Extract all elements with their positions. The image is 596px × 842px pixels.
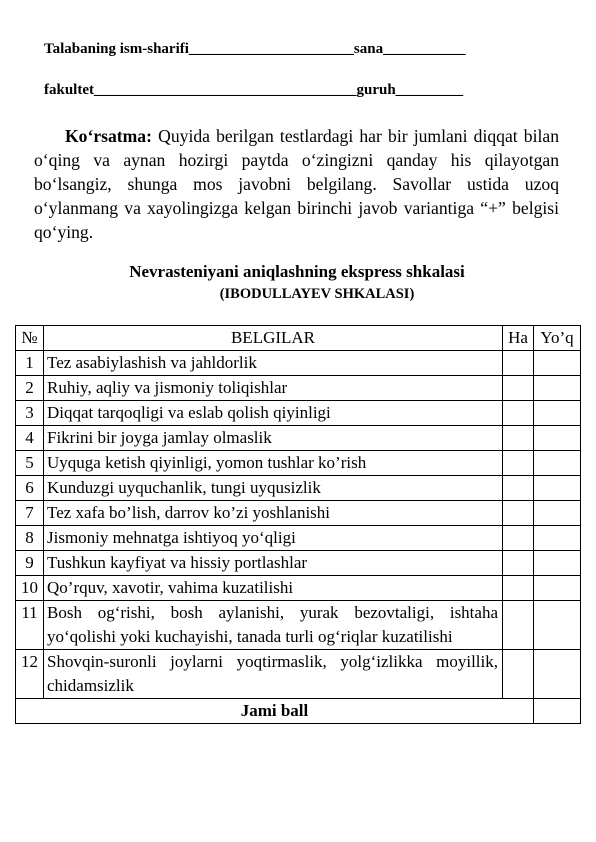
- student-name-date-line: Talabaning ism-sharifi______________________sana___________: [44, 41, 466, 57]
- row-number: 7: [16, 501, 44, 526]
- no-answer-cell[interactable]: [534, 526, 581, 551]
- no-answer-cell[interactable]: [534, 401, 581, 426]
- no-column-header: Yo’q: [534, 326, 581, 351]
- yes-answer-cell[interactable]: [503, 526, 534, 551]
- row-number: 4: [16, 426, 44, 451]
- no-answer-cell[interactable]: [534, 551, 581, 576]
- table-row: [16, 351, 581, 376]
- total-score-cell[interactable]: [534, 699, 581, 724]
- faculty-group-line: fakultet___________________________________guruh_________: [44, 82, 464, 98]
- yes-answer-cell[interactable]: [503, 601, 534, 650]
- yes-answer-cell[interactable]: [503, 351, 534, 376]
- yes-answer-cell[interactable]: [503, 451, 534, 476]
- row-number: 5: [16, 451, 44, 476]
- no-answer-cell[interactable]: [534, 376, 581, 401]
- symptom-text: Uyquga ketish qiyinligi, yomon tushlar ko’rish: [44, 451, 503, 476]
- yes-answer-cell[interactable]: [503, 650, 534, 699]
- yes-column-header: Ha: [503, 326, 534, 351]
- total-row: [16, 699, 581, 724]
- no-answer-cell[interactable]: [534, 426, 581, 451]
- row-number: 12: [16, 650, 44, 699]
- yes-answer-cell[interactable]: [503, 401, 534, 426]
- table-row: [16, 376, 581, 401]
- table-row: [16, 576, 581, 601]
- table-row: [16, 401, 581, 426]
- yes-answer-cell[interactable]: [503, 426, 534, 451]
- symptom-text: Shovqin-suronli joylarni yoqtirmaslik, yolg‘izlikka moyillik, chidamsizlik: [44, 650, 503, 699]
- symptom-text: Bosh og‘rishi, bosh aylanishi, yurak bezovtaligi, ishtaha yo‘qolishi yoki kuchayishi, tanada turli og‘riqlar kuzatilishi: [44, 601, 503, 650]
- instruction-label: Ko‘rsatma:: [65, 126, 152, 146]
- symptom-text: Jismoniy mehnatga ishtiyoq yo‘qligi: [44, 526, 503, 551]
- no-answer-cell[interactable]: [534, 501, 581, 526]
- table-row: [16, 526, 581, 551]
- no-answer-cell[interactable]: [534, 476, 581, 501]
- table-row: [16, 551, 581, 576]
- symptom-table: [15, 325, 581, 724]
- row-number: 6: [16, 476, 44, 501]
- yes-answer-cell[interactable]: [503, 576, 534, 601]
- symptom-text: Tez xafa bo’lish, darrov ko’zi yoshlanishi: [44, 501, 503, 526]
- no-answer-cell[interactable]: [534, 650, 581, 699]
- symptom-text: Qo’rquv, xavotir, vahima kuzatilishi: [44, 576, 503, 601]
- yes-answer-cell[interactable]: [503, 376, 534, 401]
- scale-title: Nevrasteniyani aniqlashning ekspress shkalasi: [129, 262, 465, 281]
- table-row: [16, 501, 581, 526]
- table-row: [16, 650, 581, 699]
- table-row: [16, 451, 581, 476]
- row-number: 2: [16, 376, 44, 401]
- row-number: 10: [16, 576, 44, 601]
- row-number: 11: [16, 601, 44, 650]
- no-answer-cell[interactable]: [534, 576, 581, 601]
- table-row: [16, 476, 581, 501]
- symptom-text: Tushkun kayfiyat va hissiy portlashlar: [44, 551, 503, 576]
- table-row: [16, 601, 581, 650]
- row-number: 1: [16, 351, 44, 376]
- yes-answer-cell[interactable]: [503, 501, 534, 526]
- symptom-text: Ruhiy, aqliy va jismoniy toliqishlar: [44, 376, 503, 401]
- number-column-header: №: [16, 326, 44, 351]
- symptom-text: Kunduzgi uyquchanlik, tungi uyqusizlik: [44, 476, 503, 501]
- table-row: [16, 426, 581, 451]
- signs-column-header: BELGILAR: [44, 326, 503, 351]
- symptom-text: Fikrini bir joyga jamlay olmaslik: [44, 426, 503, 451]
- yes-answer-cell[interactable]: [503, 551, 534, 576]
- table-header-row: [16, 326, 581, 351]
- no-answer-cell[interactable]: [534, 451, 581, 476]
- no-answer-cell[interactable]: [534, 601, 581, 650]
- symptom-text: Diqqat tarqoqligi va eslab qolish qiyinligi: [44, 401, 503, 426]
- yes-answer-cell[interactable]: [503, 476, 534, 501]
- instruction-paragraph: [34, 124, 559, 244]
- symptom-text: Tez asabiylashish va jahldorlik: [44, 351, 503, 376]
- row-number: 9: [16, 551, 44, 576]
- instruction-text: Quyida berilgan testlardagi har bir jumlani diqqat bilan o‘qing va aynan hozirgi paytda o‘zingizni qanday his qilayotgan bo‘lsangiz, shunga mos javobni belgilang. Savollar ustida uzoq o‘ylanmang va xayolingizga kelgan birinchi javob variantiga “+” belgisi qo‘ying.: [34, 126, 559, 242]
- scale-subtitle: (IBODULLAYEV SHKALASI): [219, 286, 415, 302]
- total-label: Jami ball: [16, 699, 534, 724]
- row-number: 3: [16, 401, 44, 426]
- no-answer-cell[interactable]: [534, 351, 581, 376]
- row-number: 8: [16, 526, 44, 551]
